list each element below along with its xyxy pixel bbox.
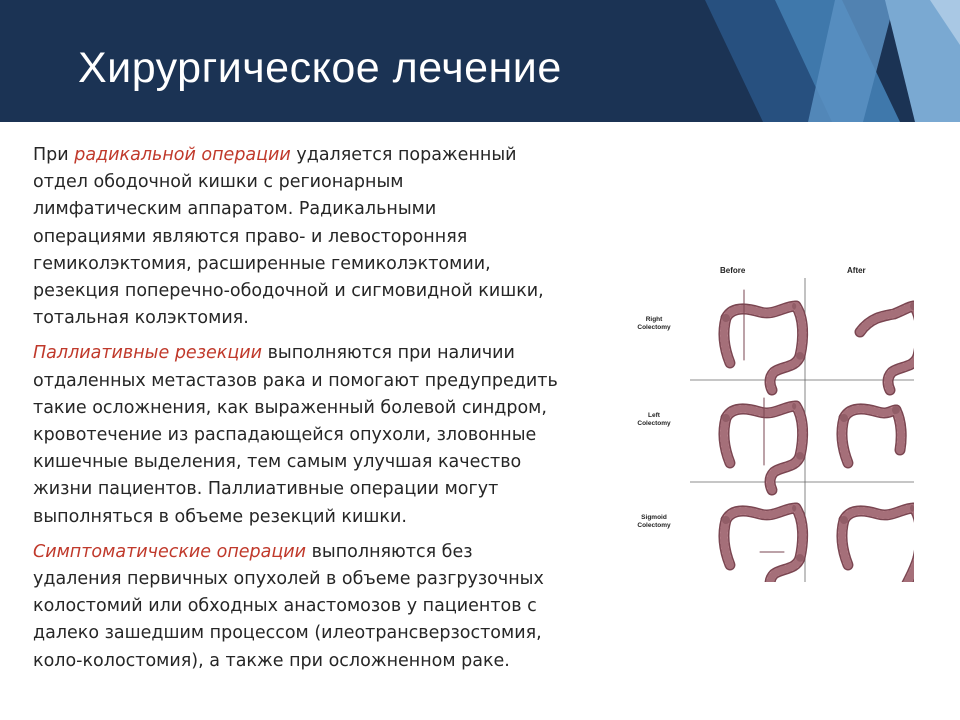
text-line [33,566,633,593]
paragraph-palliative [33,340,633,530]
text-run: гемиколэктомия, расширенные гемиколэктомии, [33,253,491,274]
text-run: операциями являются право- и левосторонняя [33,226,468,247]
emphasized-term: радикальной операции [74,145,291,165]
emphasized-term: Паллиативные резекции [33,343,262,364]
col-after-label: After [847,266,866,275]
text-line [33,251,633,278]
text-run: кишечные выделения, тем самым улучшая качество [33,452,522,473]
text-run: далеко зашедшим процессом (илеотрансверзостомия, [33,623,542,644]
text-line [33,620,633,647]
text-run: колостомий или обходных анастомозов у пациентов с [33,596,537,617]
colectomy-figure [637,260,914,582]
slide-header [0,0,960,122]
colon-before-left [724,406,803,490]
body-text [33,142,633,683]
text-line [33,340,633,367]
paragraph-radical [33,142,633,332]
text-line [33,539,633,566]
text-run: удаляется пораженный [290,145,517,165]
text-line [33,449,633,476]
text-run: такие осложнения, как выраженный болевой синдром, [33,397,547,418]
text-run: удаления первичных опухолей в объеме разгрузочных [33,569,544,590]
text-line [33,593,633,620]
text-line [33,169,633,196]
colon-before-sigmoid [724,508,803,582]
text-line [33,395,633,422]
paragraph-symptomatic [33,539,633,675]
text-run: резекция поперечно-ободочной и сигмовидной кишки, [33,281,544,302]
slide-title: Хирургическое лечение [78,44,562,92]
colon-after-sigmoid [842,508,914,582]
text-run: тотальная колэктомия. [33,308,249,329]
row-left-label: Left Colectomy [637,412,671,427]
text-run: коло-колостомия), а также при осложненном раке. [33,650,510,671]
text-run: При [33,145,75,165]
col-before-label: Before [720,266,746,275]
text-line [33,196,633,223]
row-sigmoid-label: Sigmoid Colectomy [637,514,671,529]
text-run: выполняются при наличии [262,343,515,364]
text-line [33,305,633,332]
text-run: жизни пациентов. Паллиативные операции могут [33,479,499,500]
text-line [33,368,633,395]
text-line [33,224,633,251]
text-line [33,504,633,531]
text-line [33,648,633,675]
text-line [33,422,633,449]
row-right-label: Right Colectomy [637,316,671,331]
colon-before-right [724,306,803,390]
text-line [33,476,633,503]
text-line [33,278,633,305]
text-run: выполняются без [306,541,473,562]
text-run: лимфатическим аппаратом. Радикальными [33,199,437,220]
text-run: кровотечение из распадающейся опухоли, зловонные [33,425,537,446]
emphasized-term: Симптоматические операции [33,541,307,562]
colon-after-right [860,306,914,390]
text-run: отдаленных метастазов рака и помогают предупредить [33,370,558,391]
text-line [33,142,633,169]
colectomy-diagram [642,260,914,582]
text-run: выполняться в объеме резекций кишки. [33,506,407,527]
colon-after-left [842,409,901,463]
text-run: отдел ободочной кишки с регионарным [33,172,404,193]
